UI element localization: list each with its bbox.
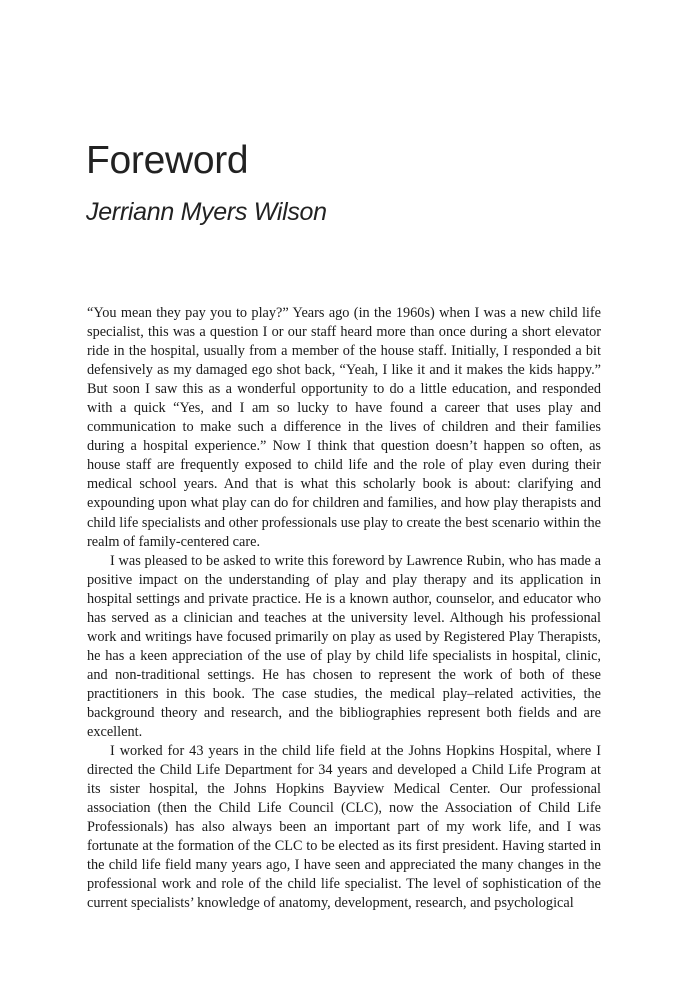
paragraph: I worked for 43 years in the child life field at the Johns Hopkins Hospital, where I directed the Child Life Department for 34 years and developed a Child Life Program at its sister hospital, the Johns Hopkins Bayview Medical Center. Our professional association (then the Child Life Council (CLC), now the Association of Child Life Professionals) has also always been an important part of my work life, and I was fortunate at the formation of the CLC to be elected as its first president. Having started in the child life field many years ago, I have seen and appreciated the many changes in the professional work and role of the child life specialist. The level of sophistication of the current specialists’ knowledge of anatomy, development, research, and psychological <box>87 743 601 912</box>
chapter-author: Jerriann Myers Wilson <box>86 198 327 226</box>
body-text <box>87 304 601 914</box>
paragraph: I was pleased to be asked to write this foreword by Lawrence Rubin, who has made a positive impact on the understanding of play and play therapy and its application in hospital settings and private practice. He is a known author, counselor, and educator who has served as a clinician and teaches at the university level. Although his professional work and writings have focused primarily on play as used by Registered Play Therapists, he has a keen appreciation of the use of play by child life specialists in hospital, clinic, and non-traditional settings. He has chosen to represent the work of both of these practitioners in this book. The case studies, the medical play–related activities, the background theory and research, and the bibliographies represent both fields and are excellent. <box>87 552 601 741</box>
paragraph: “You mean they pay you to play?” Years ago (in the 1960s) when I was a new child life specialist, this was a question I or our staff heard more than once during a short elevator ride in the hospital, usually from a member of the house staff. Initially, I responded a bit defensively as my damaged ego shot back, “Yeah, I like it and it makes the kids happy.” But soon I saw this as a wonderful opportunity to do a little education, and responded with a quick “Yes, and I am so lucky to have found a career that uses play and communication to make such a difference in the lives of children and their families during a hospital experience.” Now I think that question doesn’t happen so often, as house staff are frequently exposed to child life and the role of play even during their medical school years. And that is what this scholarly book is about: clarifying and expounding upon what play can do for children and families, and how play therapists and child life specialists and other professionals use play to create the best scenario within the realm of family-centered care. <box>87 305 601 550</box>
chapter-title: Foreword <box>86 139 249 182</box>
